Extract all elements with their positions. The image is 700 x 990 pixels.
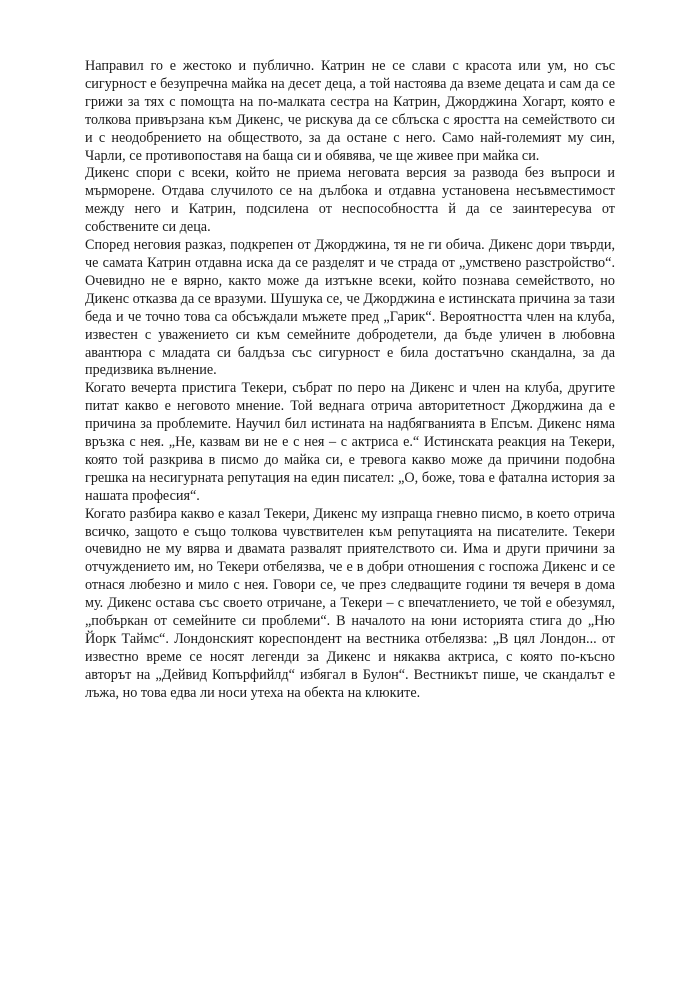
body-text xyxy=(85,58,615,703)
paragraph-3: Според неговия разказ, подкрепен от Джорджина, тя не ги обича. Дикенс дори твърди, че самата Катрин отдавна иска да се разделят и че страда от „умствено разстройство“. Очевидно не е вярно, както може да изтъкне всеки, който познава семейството, но Дикенс отказва да се вразуми. Шушука се, че Джорджина е истинската причина за тази беда и че точно това са обсъждали мъжете пред „Гарик“. Вероятността член на клуба, известен с уважението си към семейните добродетели, да бъде уличен в любовна авантюра с младата си балдъза със сигурност е била достатъчно скандална, за да предизвика вълнение. xyxy=(85,237,615,379)
paragraph-5: Когато разбира какво е казал Текери, Дикенс му изпраща гневно писмо, в което отрича всичко, защото е също толкова чувствителен към репутацията на писателите. Текери очевидно не му вярва и двамата развалят приятелството си. Има и други причини за отчуждението им, но Текери отбелязва, че е в добри отношения с госпожа Дикенс и се отнася любезно и мило с нея. Говори се, че през следващите години тя вечеря в дома му. Дикенс остава със своето отричане, а Текери – с впечатлението, че той е обезумял, „побъркан от семейните си проблеми“. В началото на юни историята стига до „Ню Йорк Таймс“. Лондонският кореспондент на вестника отбелязва: „В цял Лондон... от известно време се носят легенди за Дикенс и някаква актриса, с която по-късно авторът на „Дейвид Копърфийлд“ избягал в Булон“. Вестникът пише, че скандалът е лъжа, но това едва ли носи утеха на обекта на клюките. xyxy=(85,505,615,701)
paragraph-4: Когато вечерта пристига Текери, събрат по перо на Дикенс и член на клуба, другите питат какво е неговото мнение. Той веднага отрича авторитетност Джорджина да е причина за проблемите. Научил бил истината на надбягванията в Епсъм. Дикенс няма връзка с нея. „Не, казвам ви не е с нея – с актриса е.“ Истинската реакция на Текери, която той разкрива в писмо до майка си, е тревога какво може да причини подобна грешка на несигурната репутация на един писател: „О, боже, това е фатална история за нашата професия“. xyxy=(85,380,615,504)
paragraph-1: Направил го е жестоко и публично. Катрин не се слави с красота или ум, но със сигурност е безупречна майка на десет деца, а той настоява да вземе децата и сам да се грижи за тях с помощта на по-малката сестра на Катрин, Джорджина Хогарт, която е толкова привързана към Дикенс, че рискува да се сблъска с яростта на семейството си и с неодобрението на обществото, за да остане с него. Само най-големият му син, Чарли, се противопоставя на баща си и обявява, че ще живее при майка си. xyxy=(85,58,615,164)
paragraph-2: Дикенс спори с всеки, който не приема неговата версия за развода без въпроси и мърморене. Отдава случилото се на дълбока и отдавна установена несъвместимост между него и Катрин, подсилена от неспособността й да се заинтересува от собствените си деца. xyxy=(85,165,615,236)
